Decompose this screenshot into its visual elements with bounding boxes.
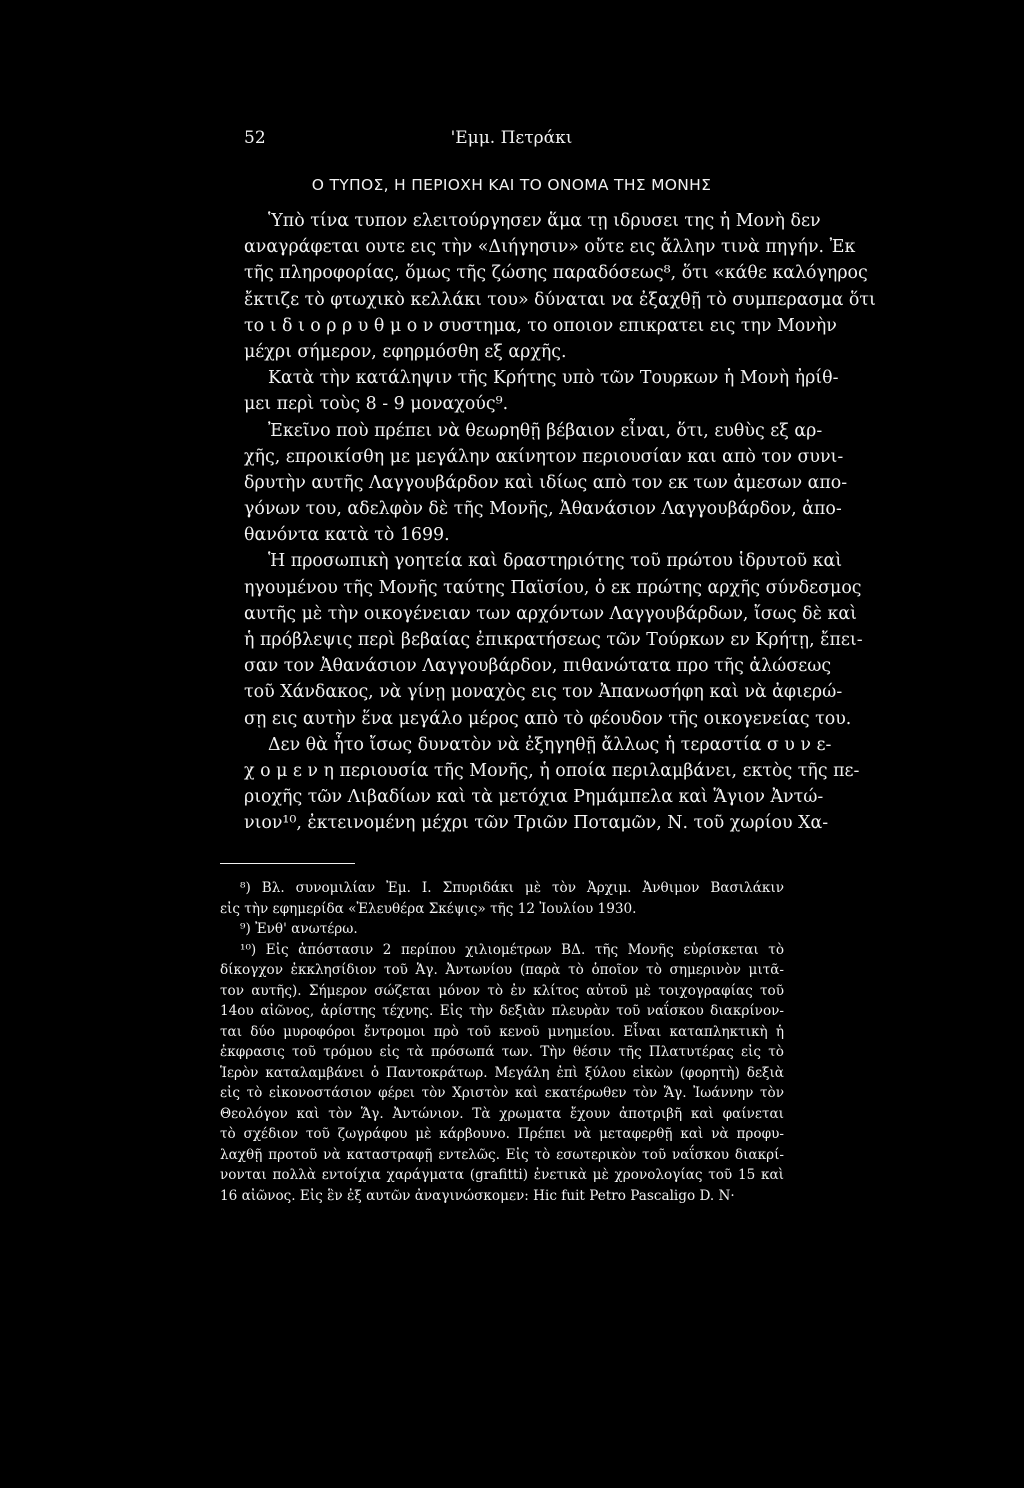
- body-line: Δεν θὰ ἦτο ἴσως δυνατὸν νὰ ἐξηγηθῇ ἄλλως ἡ τεραστία σ υ ν ε-: [268, 734, 832, 755]
- body-line: αναγράφεται ουτε εις τὴν «Διήγησιν» οὔτε εις ἄλλην τινὰ πηγήν. Ἐκ: [244, 237, 856, 258]
- footnote-line: Ἱερὸν καταλαμβάνει ὁ Παντοκράτωρ. Μεγάλη ἐπὶ ξύλου εἰκὼν (φορητὴ) δεξιὰ: [220, 1064, 784, 1081]
- page-number: 52: [244, 128, 266, 148]
- body-line: χ ο μ ε ν η περιουσία τῆς Μονῆς, ἡ οποία περιλαμβάνει, εκτὸς τῆς πε-: [244, 760, 860, 781]
- footnote-line: λαχθῇ προτοῦ νὰ καταστραφῇ εντελῶς. Εἰς τὸ εσωτερικὸν τοῦ ναΐσκου διακρί-: [220, 1146, 784, 1163]
- footnote-line: νονται πολλὰ εντοίχια χαράγματα (grafitti) ἐνετικὰ μὲ χρονολογίας τοῦ 15 καὶ: [220, 1167, 784, 1183]
- page-header: [244, 128, 779, 152]
- body-line: Ἡ προσωπικὴ γοητεία καὶ δραστηριότης τοῦ πρώτου ἱδρυτοῦ καὶ: [268, 551, 843, 572]
- body-line: ἡ πρόβλεψις περὶ βεβαίας ἐπικρατήσεως τῶν Τούρκων εν Κρήτῃ, ἔπει-: [244, 630, 863, 650]
- footnote-line: ἐκφρασις τοῦ τρόμου εἰς τὰ πρόσωπά των. Τὴν θέσιν τῆς Πλατυτέρας εἰς τὸ: [220, 1044, 784, 1060]
- footnote-line: δίκογχον ἐκκλησίδιον τοῦ Ἁγ. Ἀντωνίου (παρὰ τὸ ὁποῖον τὸ σημερινὸν μιτᾶ-: [220, 962, 784, 978]
- body-line: τοῦ Χάνδακος, νὰ γίνῃ μοναχὸς εις τον Ἀπανωσήφη καὶ νὰ ἀφιερώ-: [244, 682, 843, 703]
- body-line: γόνων του, αδελφὸν δὲ τῆς Μονῆς, Ἀθανάσιον Λαγγουβάρδον, ἀπο-: [244, 499, 842, 520]
- body-line: θανόντα κατὰ τὸ 1699.: [244, 525, 450, 546]
- footnote-rule: [220, 863, 355, 864]
- body-line: νιον¹⁰, ἐκτεινομένη μέχρι τῶν Τριῶν Ποταμῶν, Ν. τοῦ χωρίου Χα-: [244, 813, 829, 834]
- body-line: ηγουμένου τῆς Μονῆς ταύτης Παϊσίου, ὁ εκ πρώτης αρχῆς σύνδεσμος: [244, 577, 862, 598]
- body-line: δρυτὴν αυτῆς Λαγγουβάρδον καὶ ιδίως απὸ τον εκ των ἀμεσων απο-: [244, 472, 848, 493]
- body-line: σῃ εις αυτὴν ἕνα μεγάλο μέρος απὸ τὸ φέουδον τῆς οικογενείας του.: [244, 708, 852, 729]
- body-line: ριοχῆς τῶν Λιβαδίων καὶ τὰ μετόχια Ρημάμπελα καὶ Ἅγιον Ἀντώ-: [244, 787, 824, 808]
- footnote-line: εἰς τὴν εφημερίδα «Ἐλευθέρα Σκέψις» τῆς 12 Ἰουλίου 1930.: [220, 900, 637, 917]
- footnote-line: Θεολόγον καὶ τὸν Ἅγ. Ἀντώνιον. Τὰ χρωματα ἔχουν ἀποτριβῆ καὶ φαίνεται: [220, 1105, 784, 1122]
- body-line: ἔκτιζε τὸ φτωχικὸ κελλάκι του» δύναται να ἐξαχθῇ τὸ συμπερασμα ὅτι: [244, 289, 876, 310]
- footnote-line: ⁸) Βλ. συνομιλίαν Ἐμ. Ι. Σπυριδάκι μὲ τὸν Ἀρχιμ. Ἀνθιμον Βασιλάκιν: [240, 880, 784, 896]
- body-line: χῆς, επροικίσθη με μεγάλην ακίνητον περιουσίαν και απὸ τον συνι-: [244, 446, 844, 467]
- running-head: 'Εμμ. Πετράκι: [450, 128, 573, 148]
- body-line: μέχρι σήμερον, εφηρμόσθη εξ αρχῆς.: [244, 341, 567, 362]
- footnote-line: τον αυτῆς). Σήμερον σώζεται μόνον τὸ ἐν κλίτος αὐτοῦ μὲ τοιχογραφίας τοῦ: [220, 982, 784, 999]
- section-title: Ο ΤΥΠΟΣ, Η ΠΕΡΙΟΧΗ ΚΑΙ ΤΟ ΟΝΟΜΑ ΤΗΣ ΜΟΝΗΣ: [311, 176, 712, 194]
- footnote-line: ⁹) Ἐνθ' ανωτέρω.: [240, 921, 358, 937]
- footnote-line: ται δύο μυροφόροι ἔντρομοι πρὸ τοῦ κενοῦ μνημείου. Εἶναι καταπληκτικὴ ἡ: [220, 1023, 784, 1040]
- body-line: σαν τον Ἀθανάσιον Λαγγουβάρδον, πιθανώτατα προ τῆς ἁλώσεως: [244, 656, 832, 677]
- body-line: αυτῆς μὲ τὴν οικογένειαν των αρχόντων Λαγγουβάρδων, ἴσως δὲ καὶ: [244, 603, 857, 624]
- body-line: το ι δ ι ο ρ ρ υ θ μ ο ν συστημα, το οποιον επικρατει εις την Μονὴν: [244, 315, 837, 336]
- footnote-line: εἰς τὸ εἰκονοστάσιον φέρει τὸν Χριστὸν καὶ εκατέρωθεν τὸν Ἅγ. Ἰωάννην τὸν: [220, 1085, 784, 1101]
- body-line: Ἐκεῖνο ποὺ πρέπει νὰ θεωρηθῇ βέβαιον εἶναι, ὅτι, ευθὺς εξ αρ-: [268, 420, 823, 441]
- body-line: μει περὶ τοὺς 8 - 9 μοναχούς⁹.: [244, 394, 509, 415]
- body-line: Κατὰ τὴν κατάληψιν τῆς Κρήτης υπὸ τῶν Τουρκων ἡ Μονὴ ἠρίθ-: [268, 368, 839, 389]
- body-line: Ὑπὸ τίνα τυπον ελειτούργησεν ἅμα τῃ ιδρυσει της ἡ Μονὴ δεν: [268, 211, 821, 231]
- footnote-line: ¹⁰) Εἰς ἀπόστασιν 2 περίπου χιλιομέτρων ΒΔ. τῆς Μονῆς εὑρίσκεται τὸ: [240, 941, 784, 958]
- body-text: [244, 208, 876, 837]
- footnotes: [220, 878, 784, 1206]
- footnote-line: 16 αἰῶνος. Εἰς ἓν ἐξ αυτῶν ἀναγινώσκομεν: Hic fuit Petro Pascaligo D. N·: [220, 1187, 735, 1204]
- footnote-line: 14ου αἰῶνος, ἀρίστης τέχνης. Εἰς τὴν δεξιὰν πλευρὰν τοῦ ναΐσκου διακρίνον-: [220, 1003, 784, 1019]
- body-line: τῆς πληροφορίας, ὅμως τῆς ζώσης παραδόσεως⁸, ὅτι «κάθε καλόγηρος: [244, 263, 868, 284]
- footnote-line: τὸ σχέδιον τοῦ ζωγράφου μὲ κάρβουνο. Πρέπει νὰ μεταφερθῇ καὶ νὰ προφυ-: [220, 1126, 784, 1142]
